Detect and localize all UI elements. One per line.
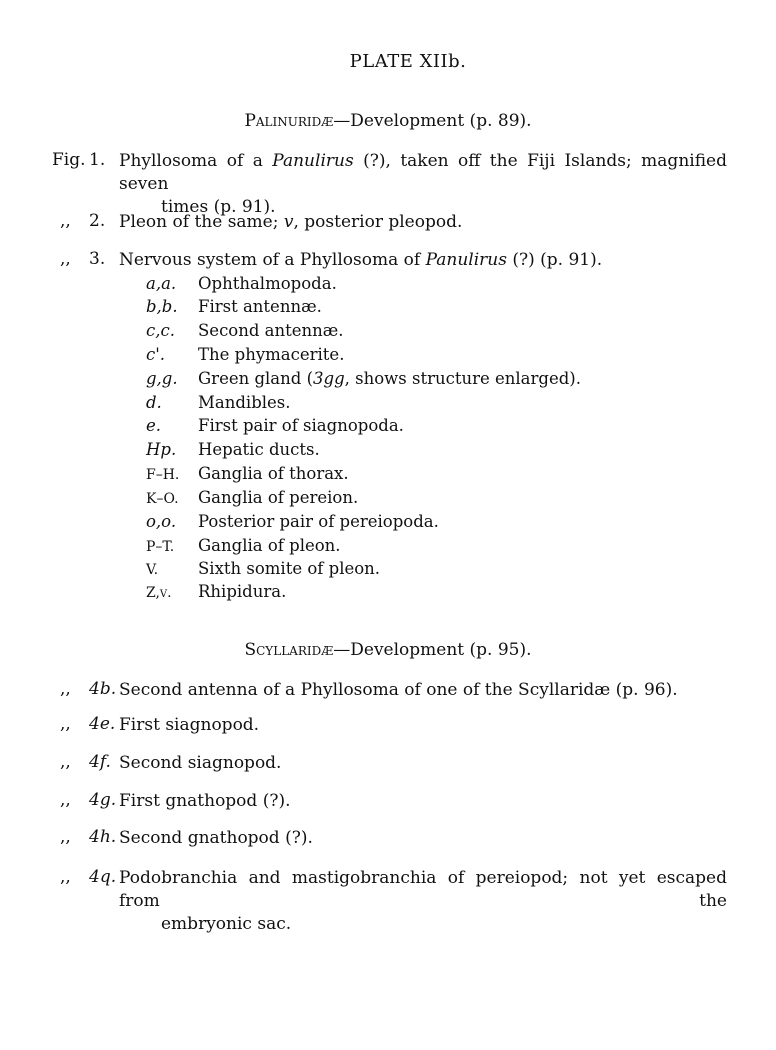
fig-number: 2. <box>89 211 106 231</box>
legend-value: The phymacerite. <box>198 345 345 364</box>
legend-value: Ganglia of pleon. <box>198 536 341 555</box>
fig-1-caption-line-2: times (p. 91). <box>161 197 276 217</box>
legend-row <box>146 369 581 388</box>
fig-number: 4b. <box>89 679 117 699</box>
legend-key: b,b. <box>146 297 178 316</box>
legend-key: P–T. <box>146 539 175 555</box>
fig-number: 4h. <box>89 827 117 847</box>
fig-4q-caption-line-1: Podobranchia and mastigobranchia of pereiopod; not yet escaped from the <box>119 868 727 911</box>
legend-key: c'. <box>146 345 166 364</box>
fig-label: ,, <box>60 867 71 887</box>
fig-label: ,, <box>60 714 71 734</box>
legend-value: Posterior pair of pereiopoda. <box>198 512 439 531</box>
fig-3-caption: Nervous system of a Phyllosoma of Panulirus (?) (p. 91). <box>119 250 603 270</box>
legend-row <box>146 297 322 316</box>
legend-value: Ganglia of pereion. <box>198 488 359 507</box>
legend-row <box>146 274 337 293</box>
legend-value: Second antennæ. <box>198 321 344 340</box>
legend-key: e. <box>146 416 162 435</box>
legend-key: F–H. <box>146 467 180 483</box>
fig-label: ,, <box>60 790 71 810</box>
fig-4q-caption-line-2: embryonic sac. <box>161 914 292 934</box>
section-heading-scyllaridae <box>0 640 776 660</box>
fig-label: ,, <box>60 679 71 699</box>
section-heading-name: Scyllaridæ <box>244 640 334 660</box>
legend-row <box>146 536 341 555</box>
fig-number: 4g. <box>89 790 117 810</box>
fig-label: ,, <box>60 752 71 772</box>
fig-4e-caption: First siagnopod. <box>119 715 260 735</box>
fig-label: ,, <box>60 211 71 231</box>
fig-number: 4e. <box>89 714 116 734</box>
legend-row <box>146 440 320 459</box>
legend-key: K–O. <box>146 491 179 507</box>
legend-row <box>146 345 344 364</box>
legend-row <box>146 321 344 340</box>
fig-4g-caption: First gnathopod (?). <box>119 791 291 811</box>
legend-key: d. <box>146 393 162 412</box>
fig-4b-caption: Second antenna of a Phyllosoma of one of the Scyllaridæ (p. 96). <box>119 680 678 700</box>
legend-value: Ophthalmopoda. <box>198 274 337 293</box>
legend-value: Rhipidura. <box>198 582 287 601</box>
legend-key: g,g. <box>146 369 178 388</box>
legend-row <box>146 416 404 435</box>
legend-row <box>146 582 286 601</box>
fig-1-caption-line-1: Phyllosoma of a Panulirus (?), taken off the Fiji Islands; magnified seven <box>119 151 727 194</box>
legend-row <box>146 464 349 483</box>
fig-number: 4q. <box>89 867 117 887</box>
fig-4q-caption <box>119 867 727 936</box>
legend-key: Hp. <box>146 440 177 459</box>
legend-key: V. <box>146 562 159 578</box>
legend-value: Sixth somite of pleon. <box>198 559 381 578</box>
fig-4h-caption: Second gnathopod (?). <box>119 828 313 848</box>
legend-value: First pair of siagnopoda. <box>198 416 404 435</box>
fig-2-caption: Pleon of the same; v, posterior pleopod. <box>119 212 463 232</box>
plate-title: PLATE XIIb. <box>349 51 467 72</box>
fig-number: 4f. <box>89 752 111 772</box>
legend-value: First antennæ. <box>198 297 322 316</box>
section-heading-rest: —Development (p. 89). <box>333 111 532 131</box>
legend-value: Ganglia of thorax. <box>198 464 349 483</box>
legend-row <box>146 512 439 531</box>
legend-row <box>146 488 358 507</box>
section-heading-name: Palinuridæ <box>244 111 334 131</box>
fig-4f-caption: Second siagnopod. <box>119 753 282 773</box>
legend-value: Green gland (3gg, shows structure enlarged). <box>198 369 581 388</box>
legend-key: a,a. <box>146 274 177 293</box>
section-heading-palinuridae <box>0 111 776 131</box>
fig-label: Fig. <box>52 150 86 170</box>
fig-label: ,, <box>60 827 71 847</box>
legend-key: o,o. <box>146 512 177 531</box>
fig-1-caption <box>119 150 727 219</box>
section-heading-rest: —Development (p. 95). <box>333 640 532 660</box>
legend-row <box>146 559 380 578</box>
fig-number: 3. <box>89 249 106 269</box>
legend-value: Mandibles. <box>198 393 291 412</box>
legend-key: c,c. <box>146 321 175 340</box>
legend-key: Z,v. <box>146 585 172 601</box>
legend-row <box>146 393 291 412</box>
fig-number: 1. <box>89 150 106 170</box>
fig-label: ,, <box>60 249 71 269</box>
legend-value: Hepatic ducts. <box>198 440 320 459</box>
